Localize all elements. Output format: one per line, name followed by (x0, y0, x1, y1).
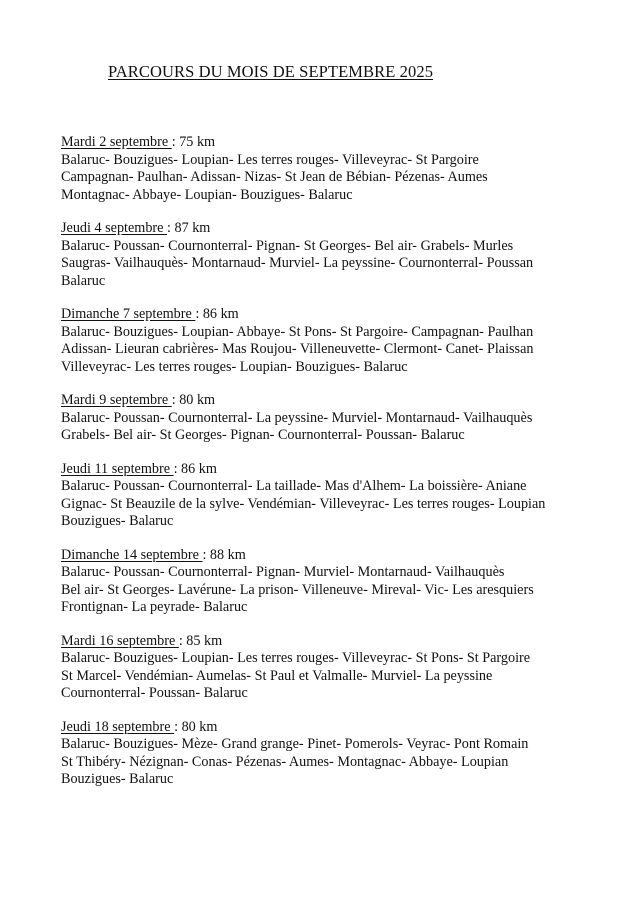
route-entry (61, 633, 621, 703)
route-heading (61, 220, 621, 238)
route-date: Dimanche 14 septembre (61, 546, 203, 563)
route-stops-line: Grabels- Bel air- St Georges- Pignan- Cournonterral- Poussan- Balaruc (61, 427, 465, 443)
route-entry (61, 306, 621, 376)
route-stops-line: Saugras- Vailhauquès- Montarnaud- Murviel- La peyssine- Cournonterral- Poussan (61, 255, 534, 271)
route-stops-line: Cournonterral- Poussan- Balaruc (61, 685, 248, 701)
route-distance: : 86 km (173, 460, 217, 477)
page-title: PARCOURS DU MOIS DE SEPTEMBRE 2025 (108, 62, 434, 81)
route-stops-line: Gignac- St Beauzile de la sylve- Vendémian- Villeveyrac- Les terres rouges- Loupian (61, 495, 546, 512)
route-distance: : 86 km (195, 306, 239, 322)
route-date: Mardi 16 septembre (61, 632, 179, 649)
route-stops-line: Balaruc- Poussan- Cournonterral- Pignan- Murviel- Montarnaud- Vailhauquès (61, 564, 505, 580)
route-entry (61, 719, 621, 789)
route-date: Jeudi 4 septembre (61, 220, 167, 236)
route-stops-line: Balaruc- Bouzigues- Loupian- Abbaye- St Pons- St Pargoire- Campagnan- Paulhan (61, 323, 534, 340)
route-date: Jeudi 11 septembre (61, 460, 174, 477)
route-stops-line: Adissan- Lieuran cabrières- Mas Roujou- Villeneuvette- Clermont- Canet- Plaissan (61, 341, 534, 357)
route-stops-line: St Thibéry- Nézignan- Conas- Pézenas- Aumes- Montagnac- Abbaye- Loupian (61, 753, 509, 770)
route-heading (61, 461, 621, 479)
route-stops-line: Balaruc- Bouzigues- Loupian- Les terres rouges- Villeveyrac- St Pargoire (61, 151, 479, 168)
route-date: Dimanche 7 septembre (61, 306, 196, 322)
route-stops-line: Montagnac- Abbaye- Loupian- Bouzigues- Balaruc (61, 186, 353, 203)
route-date: Mardi 2 septembre (61, 134, 172, 150)
route-entry (61, 547, 621, 617)
route-stops-line: Balaruc- Bouzigues- Loupian- Les terres rouges- Villeveyrac- St Pons- St Pargoire (61, 650, 531, 666)
route-stops-line: Balaruc- Poussan- Cournonterral- La peyssine- Murviel- Montarnaud- Vailhauquès (61, 409, 533, 426)
route-date: Jeudi 18 septembre (61, 718, 175, 735)
route-entry (61, 220, 621, 290)
route-list (61, 134, 621, 805)
route-distance: : 87 km (166, 220, 211, 236)
route-stops-line: Campagnan- Paulhan- Adissan- Nizas- St Jean de Bébian- Pézenas- Aumes (61, 169, 488, 185)
route-stops-line: Balaruc- Bouzigues- Mèze- Grand grange- Pinet- Pomerols- Veyrac- Pont Romain (61, 736, 529, 752)
route-entry (61, 392, 621, 445)
route-heading (61, 392, 621, 410)
route-stops-line: Villeveyrac- Les terres rouges- Loupian- Bouzigues- Balaruc (61, 358, 408, 375)
route-stops-line: Bel air- St Georges- Lavérune- La prison- Villeneuve- Mireval- Vic- Les aresquiers (61, 581, 534, 598)
route-distance: : 85 km (178, 632, 223, 649)
route-stops-line: Bouzigues- Balaruc (61, 513, 174, 529)
route-stops-line: Frontignan- La peyrade- Balaruc (61, 599, 248, 615)
route-distance: : 80 km (171, 392, 216, 408)
route-stops-line: St Marcel- Vendémian- Aumelas- St Paul et Valmalle- Murviel- La peyssine (61, 667, 493, 684)
route-stops-line: Bouzigues- Balaruc (61, 771, 174, 787)
route-distance: : 88 km (202, 546, 246, 563)
route-heading (61, 134, 621, 152)
route-distance: : 75 km (171, 134, 216, 150)
route-entry (61, 134, 621, 204)
route-stops-line: Balaruc- Poussan- Cournonterral- La taillade- Mas d'Alhem- La boissière- Aniane (61, 478, 527, 494)
route-stops-line: Balaruc (61, 272, 106, 289)
route-heading (61, 547, 621, 565)
route-date: Mardi 9 septembre (61, 392, 172, 408)
route-heading (61, 719, 621, 737)
route-stops-line: Balaruc- Poussan- Cournonterral- Pignan- St Georges- Bel air- Grabels- Murles (61, 237, 514, 254)
route-heading (61, 306, 621, 324)
route-entry (61, 461, 621, 531)
route-distance: : 80 km (174, 718, 218, 735)
route-heading (61, 633, 621, 651)
